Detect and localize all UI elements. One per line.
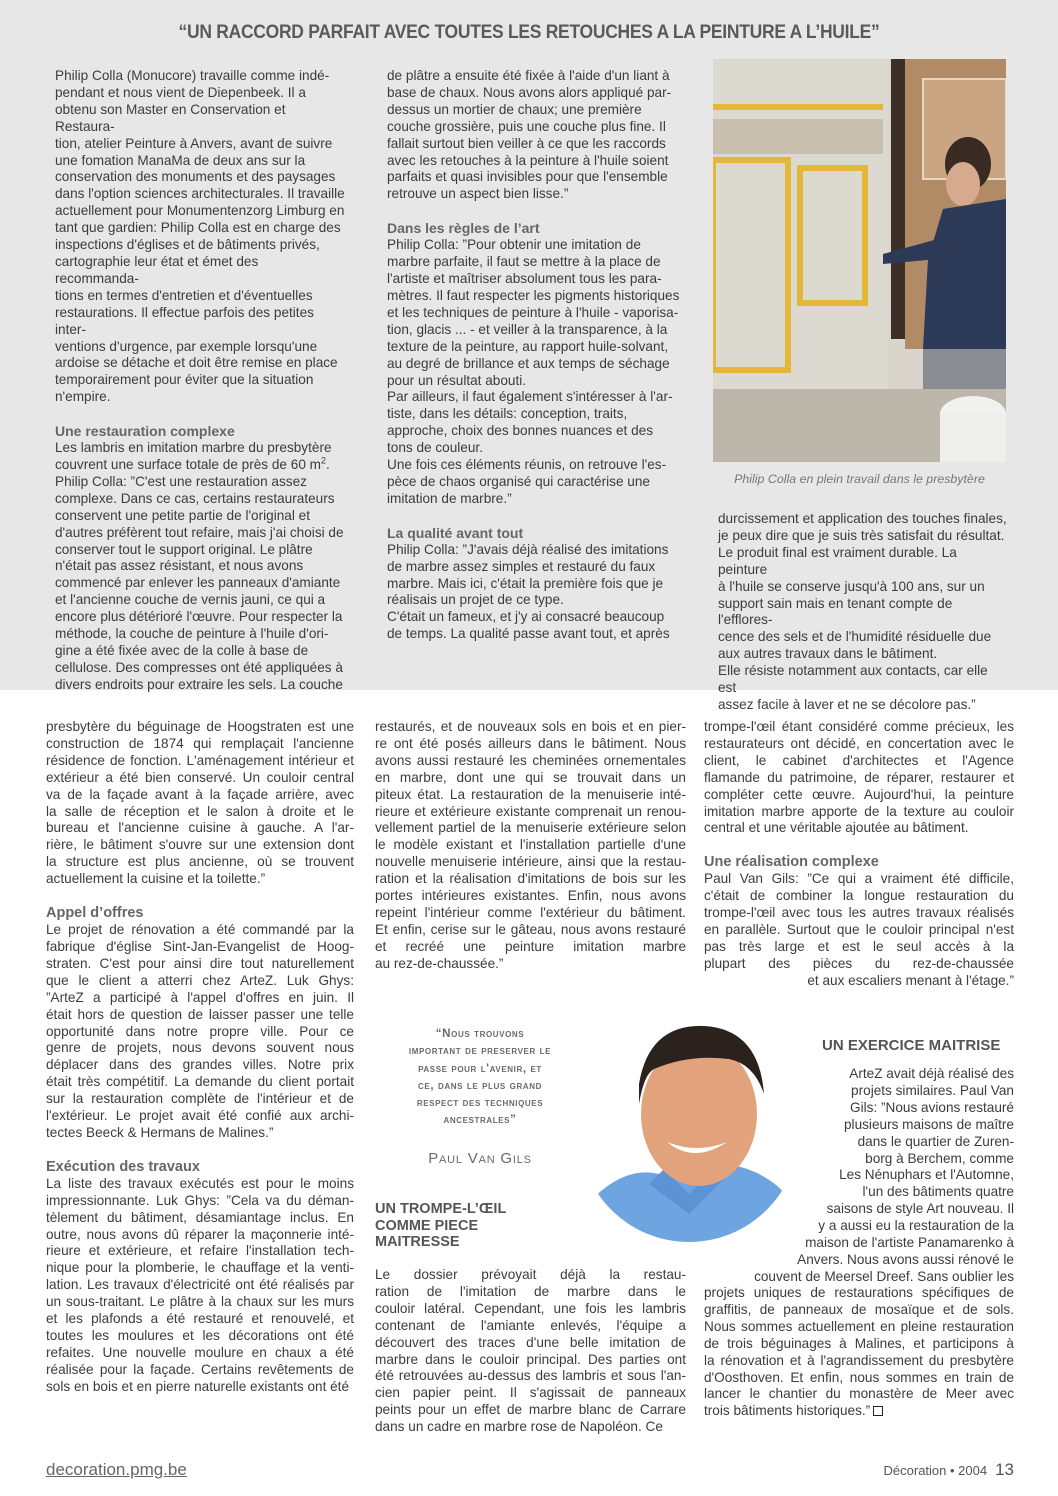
text-line: peints pour un effet de marbre blanc de Carrare bbox=[375, 1402, 686, 1418]
presbytere-paragraph bbox=[46, 719, 354, 888]
text-line: au rez-de-chaussée.” bbox=[375, 955, 504, 971]
text-line: straten. C'est pour ainsi dire tout naturellement bbox=[46, 955, 354, 971]
text-line: MAITRESSE bbox=[375, 1234, 460, 1250]
text-line: gine a été fixée avec de la colle à base de bbox=[55, 643, 309, 658]
text-line: Les lambris en imitation marbre du presbytère bbox=[55, 440, 332, 456]
text-line: actuellement la cuisine et la toilette.” bbox=[46, 871, 266, 887]
restaures-paragraph bbox=[375, 719, 686, 973]
footer-publication bbox=[884, 1460, 1014, 1480]
text-line: retrouve un aspect bien lisse.” bbox=[387, 186, 569, 202]
text-line: contenant de l'amiante enlevés, l'équipe a bbox=[375, 1317, 686, 1333]
text-line: pour un résultat abouti. bbox=[387, 372, 527, 388]
text-line: tant que gardien: Philip Colla est en charge des bbox=[55, 220, 341, 236]
intro-paragraph bbox=[55, 68, 345, 406]
text-line: tectes Beeck & Hermans de Malines.” bbox=[46, 1124, 274, 1140]
photo-philip-colla-working bbox=[713, 59, 1006, 462]
text-line: nouvelle menuiserie intérieure, ainsi que la restau- bbox=[375, 854, 686, 870]
restauration-paragraph bbox=[55, 474, 345, 694]
text-line: et les techniques de peinture à l'huile - vaporisa- bbox=[387, 304, 679, 320]
photo-illustration bbox=[713, 59, 1006, 462]
text-line: Et enfin, cerise sur le gâteau, nous avons restauré bbox=[375, 921, 686, 937]
text-line: au degré de brillance et aux temps de séchage bbox=[387, 355, 670, 371]
text-line: Une fois ces éléments réunis, on retrouve l'es- bbox=[387, 457, 667, 473]
bottom-column-2 bbox=[375, 719, 686, 973]
text-line: texture de la peinture, au rapport huile-solvant, bbox=[387, 338, 669, 354]
text-line: ancestrales” bbox=[443, 1113, 517, 1127]
text-line: dans le quartier de Zuren- bbox=[857, 1133, 1014, 1149]
appel-paragraph bbox=[46, 922, 354, 1142]
exercice-paragraph bbox=[704, 1066, 1014, 1286]
text-line: “Nous trouvons bbox=[435, 1027, 525, 1040]
text-line: ration de l'imitation de marbre dans le bbox=[375, 1283, 686, 1299]
text-line: à l'huile se conserve jusqu'à 100 ans, sur un bbox=[718, 578, 985, 594]
text-line: trois bâtiments historiques.” bbox=[704, 1403, 1014, 1420]
text-line: tiste, dans les détails: conception, traits, bbox=[387, 406, 628, 422]
text-line: et l'ancienne couche de vernis jauni, ce qui a bbox=[55, 592, 326, 608]
text-line: rieure et extérieure existante comprenait un renou- bbox=[375, 803, 686, 819]
regles-paragraph bbox=[387, 237, 685, 508]
text-line: d'Oosthoven. Et enfin, nous sommes en train de bbox=[704, 1369, 1014, 1385]
text-line: couloir latéral. Cependant, une fois les lambris bbox=[375, 1300, 686, 1316]
text-line: actuellement pour Monumentenzorg Limburg en bbox=[55, 203, 345, 219]
page-number: 13 bbox=[995, 1460, 1014, 1479]
text-line: cence des sels et de l'humidité résiduelle due bbox=[718, 629, 992, 645]
text-line: rière, le bâtiment s'ouvre sur une extension dont bbox=[46, 837, 354, 853]
text-line: Le produit final est vraiment durable. La peinture bbox=[718, 544, 957, 577]
text-line: l'artiste et maîtriser absolument tous les para- bbox=[387, 271, 662, 287]
text-line: respect des techniques bbox=[416, 1096, 544, 1110]
text-line: vellement partiel de la menuiserie extérieure selon bbox=[375, 820, 686, 836]
text-line: Les Nénuphars et l'Automne, bbox=[839, 1167, 1014, 1183]
text-line: genre de projets, nous devons souvent nous bbox=[46, 1040, 354, 1056]
text-line: marbre. Mais ici, c'était la première fois que je bbox=[387, 575, 664, 591]
text-line: pendant et nous vient de Diepenbeek. Il a bbox=[55, 84, 306, 100]
text-line: imitation de marbre.” bbox=[387, 490, 512, 506]
text-line: restaurés, et de nouveaux sols en bois et en pier- bbox=[375, 719, 686, 734]
text-line: était hors de question de laisser passer une telle bbox=[46, 1006, 354, 1022]
text-line: tion, atelier Peinture à Anvers, avant de suivre bbox=[55, 135, 333, 151]
text-line: l'un des bâtiments quatre bbox=[862, 1184, 1014, 1200]
text-line: tion, glacis ... - et veiller à la transparence, à la bbox=[387, 321, 668, 337]
text-line: marbre dans le couloir principal. Des parties ont bbox=[375, 1351, 686, 1367]
text-line: en marbre, dont une qui se trouvait dans un bbox=[375, 769, 686, 785]
text-line: fallait surtout bien veiller à ce que les raccords bbox=[387, 135, 666, 151]
text-line: Paul Van Gils: ”Ce qui a vraiment été difficile, bbox=[704, 871, 1014, 887]
text-line: une fomation ManaMa de deux ans sur la bbox=[55, 152, 306, 168]
text-line: Par ailleurs, il faut également s'intéresser à l'ar- bbox=[387, 389, 673, 405]
text-line: pèce de chaos organisé qui caractérise une bbox=[387, 473, 650, 489]
realisation-paragraph bbox=[704, 871, 1014, 989]
text-line: couvent de Meersel Dreef. Sans oublier les bbox=[754, 1268, 1014, 1284]
text-line: complexe. Dans ce cas, certains restaurateurs bbox=[55, 490, 335, 506]
text-line: fabrique d'église Sint-Jan-Evangelist de Hoog- bbox=[46, 938, 354, 954]
section-heading-regles-art: Dans les règles de l’art bbox=[387, 220, 540, 237]
text-line: un sous-traitant. Le plâtre à la chaux sur les murs bbox=[46, 1294, 354, 1310]
text-line: couche grossière, puis une couche plus fine. Il bbox=[387, 118, 666, 134]
text-line: était très compétitif. La demande du client portait bbox=[46, 1074, 354, 1090]
text-line: temporairement pour éviter que la situation bbox=[55, 372, 314, 388]
text-line: Philip Colla: ”C'est une restauration assez bbox=[55, 473, 307, 489]
text-line: lation. Les travaux d'électricité ont été réalisés par bbox=[46, 1277, 354, 1293]
text-line: le modèle existant et l'installation partielle d'une bbox=[375, 837, 686, 853]
text-line: Nous sommes actuellement en pleine restauration bbox=[704, 1318, 1014, 1334]
execution-paragraph bbox=[46, 1176, 354, 1396]
text-line: découvert des traces d'une belle imitation de bbox=[375, 1334, 686, 1350]
text-line: l'extérieur. Le projet avait été confié aux archi- bbox=[46, 1108, 354, 1124]
text-line: résidence de fonction. L'aménagement intérieur et bbox=[46, 752, 354, 768]
publication-name: Décoration • 2004 bbox=[883, 1463, 988, 1478]
text-line: restaurations. Il effectue parfois des petites inter- bbox=[55, 304, 314, 337]
text-line: parfaits et quasi invisibles pour que l'ensemble bbox=[387, 169, 668, 185]
text-line: conserver tout le support original. Le plâtre bbox=[55, 541, 313, 557]
text-line: Gils: ”Nous avions restauré bbox=[850, 1099, 1014, 1115]
article-headline: “UN RACCORD PARFAIT AVEC TOUTES LES RETOUCHES A LA PEINTURE A L’HUILE” bbox=[178, 22, 880, 43]
text-line: extérieur a été bien conservé. Un couloir central bbox=[46, 769, 354, 785]
text-line: pas très large et est le seul accès à la bbox=[704, 938, 1014, 954]
text-line: rieure et extérieure, et refaire l'installation tech- bbox=[46, 1243, 354, 1259]
bottom-column-1 bbox=[46, 719, 354, 1396]
text-line: graffitis, de panneaux de mosaïque et de sols. bbox=[704, 1301, 1014, 1317]
text-line: aux autres travaux dans le bâtiment. bbox=[718, 646, 938, 662]
pull-quote bbox=[375, 1025, 585, 1129]
text-line: ventions d'urgence, par exemple lorsqu'une bbox=[55, 338, 318, 354]
text-line: refaites. Une nouvelle moulure en chaux a été bbox=[46, 1344, 354, 1360]
durcissement-paragraph bbox=[718, 511, 1008, 714]
section-heading-exercice-maitrise: UN EXERCICE MAITRISE bbox=[822, 1037, 1001, 1054]
text-line: re ont été posés ailleurs dans le bâtiment. Nous bbox=[375, 735, 686, 751]
exercice-lines bbox=[704, 1066, 1014, 1286]
text-line: imitation marbre apporte de la texture au couloir bbox=[704, 803, 1014, 819]
text-line: cartographie leur état et émet des recommanda- bbox=[55, 253, 259, 286]
text-line: Elle résiste notamment aux contacts, car elle est bbox=[718, 663, 988, 696]
text-line: déplacer dans des grandes villes. Notre prix bbox=[46, 1057, 354, 1073]
text-line: inspections d'églises et de bâtiments privés, bbox=[55, 237, 320, 253]
text-line: n'était pas assez résistant, et nous avons bbox=[55, 558, 304, 574]
text-line: assez facile à laver et ne se décolore pas.” bbox=[718, 696, 976, 712]
text-line: de temps. La qualité passe avant tout, et après bbox=[387, 626, 670, 642]
section-heading-appel-offres: Appel d’offres bbox=[46, 905, 144, 922]
text-line: passe pour l'avenir, et bbox=[418, 1061, 542, 1075]
text-line: central et une véritable ajoutée au bâtiment. bbox=[704, 820, 969, 836]
text-line: saisons de style Art nouveau. Il bbox=[826, 1201, 1014, 1217]
text-line: cien papier peint. Il s'agissait de panneaux bbox=[375, 1385, 686, 1401]
text-line: été retrouvées au-dessus des lambris et sous l'an- bbox=[375, 1368, 686, 1384]
text-line: opportunité dans notre propre ville. Pour ce bbox=[46, 1023, 354, 1039]
text-line: marbre parfaite, il faut se mettre à la place de bbox=[387, 254, 661, 270]
text-line: dessus un mortier de chaux; une première bbox=[387, 101, 642, 117]
text-line: ”ArteZ a participé à l'appel d'offres en juin. Il bbox=[46, 989, 354, 1005]
text-line: important de preserver le bbox=[408, 1044, 552, 1058]
text-line: ce, dans le plus grand bbox=[418, 1078, 542, 1092]
text-line: dans l'option sciences architecturales. Il travaille bbox=[55, 186, 345, 202]
text-line: client, le cabinet d'architectes et l'Agence bbox=[704, 752, 1014, 768]
text-line: encore plus détérioré l'œuvre. Pour respecter la bbox=[55, 609, 343, 625]
text-line: plupart des pièces du rez-de-chaussée bbox=[704, 955, 1014, 971]
text-line: et aux escaliers menant à l'étage.” bbox=[807, 972, 1014, 988]
text-line: maison de l'artiste Panamarenko à bbox=[805, 1235, 1014, 1251]
text-line: mètres. Il faut respecter les pigments historiques bbox=[387, 287, 680, 303]
section-heading-restauration-complexe: Une restauration complexe bbox=[55, 423, 235, 440]
text-line: de trois béguinages à Malines, et participons à bbox=[704, 1335, 1014, 1351]
text-line: la rénovation et à l'agrandissement du presbytère bbox=[704, 1352, 1014, 1368]
text-line: plusieurs maisons de maître bbox=[844, 1116, 1014, 1132]
text-line: et les plafonds a été restauré et renouvelé, et bbox=[46, 1311, 354, 1327]
trompe-oeil-paragraph bbox=[375, 1267, 686, 1436]
text-line: couvrent une surface totale de près de 60 $m^2$. bbox=[55, 455, 330, 473]
text-line: en parallèle. Surtout que le couloir principal n'est bbox=[704, 922, 1014, 938]
continued-paragraph bbox=[387, 68, 685, 203]
text-line: conservation des monuments et des paysages bbox=[55, 169, 336, 185]
text-line: avons aussi restauré les cheminées ornementales bbox=[375, 752, 686, 768]
text-line: c'était de combiner la longue restauration du bbox=[704, 888, 1014, 904]
exercice-paragraph-end bbox=[704, 1285, 1014, 1420]
text-line: ardoise se détache et doit être remise en place bbox=[55, 355, 338, 371]
text-line: impressionnante. Luk Ghys: ”Cela va du déman- bbox=[46, 1192, 354, 1208]
text-line: bureau et l'ancienne cuisine à gauche. A l'ar- bbox=[46, 820, 354, 836]
text-line: outre, nous avons dû réparer la maçonnerie inté- bbox=[46, 1226, 354, 1242]
text-line: Le dossier prévoyait déjà la restau- bbox=[375, 1267, 686, 1282]
text-line: base de chaux. Nous avons alors appliqué par- bbox=[387, 84, 672, 100]
text-line: la structure est plus ancienne, où se trouvent bbox=[46, 854, 354, 870]
text-line: de marbre assez simples et restauré du faux bbox=[387, 558, 656, 574]
top-column-3 bbox=[718, 511, 1008, 714]
text-line: sur la restauration complète de l'intérieur et de bbox=[46, 1091, 354, 1107]
text-line: repeint l'intérieur comme l'extérieur du bâtiment. bbox=[375, 904, 686, 920]
text-line: La liste des travaux exécutés est pour le moins bbox=[46, 1175, 354, 1191]
text-line: borg à Berchem, comme bbox=[865, 1150, 1014, 1166]
pull-quote-lines bbox=[375, 1025, 585, 1129]
text-line: dans un cadre en marbre rose de Napoléon. Ce bbox=[375, 1419, 663, 1435]
text-line: tèlement du bâtiment, désamiantage inclus. En bbox=[46, 1209, 354, 1225]
text-line: méthode, la couche de peinture à l'huile d'ori- bbox=[55, 626, 329, 642]
section-heading-trompe-oeil bbox=[375, 1201, 575, 1251]
text-line: trompe-l'œil avec tous les autres travaux réalisés bbox=[704, 905, 1014, 921]
text-line: réalisée pour la façade. Certains revêtements de bbox=[46, 1361, 354, 1377]
text-line: projets uniques de restaurations spécifiques de bbox=[704, 1285, 1014, 1300]
exercice-end-lines bbox=[704, 1285, 1014, 1420]
text-line: la salle de réception et le salon à droite et le bbox=[46, 803, 354, 819]
text-line: nique pour la plomberie, le chauffage et la venti- bbox=[46, 1260, 354, 1276]
website-link[interactable]: decoration.pmg.be bbox=[46, 1460, 187, 1479]
text-line: flamande du patrimoine, de réparer, restaurer et bbox=[704, 769, 1014, 785]
text-line: Philip Colla: ”Pour obtenir une imitation de bbox=[387, 237, 641, 253]
photo-caption: Philip Colla en plein travail dans le presbytère bbox=[734, 472, 985, 486]
text-line: toutes les moulures et les décorations ont été bbox=[46, 1328, 354, 1343]
text-line: ration et la réalisation d'imitations de bois sur les bbox=[375, 871, 686, 887]
text-line: lancer le chantier du monastère de Meer avec bbox=[704, 1386, 1014, 1402]
text-line: portes intérieures existantes. Enfin, nous avons bbox=[375, 888, 686, 904]
text-line: réalisais un projet de ce type. bbox=[387, 592, 564, 608]
text-line: de plâtre a ensuite été fixée à l'aide d'un liant à bbox=[387, 68, 670, 83]
text-line: conservent une petite partie de l'original et bbox=[55, 507, 310, 523]
section-heading-execution: Exécution des travaux bbox=[46, 1158, 200, 1175]
bottom-column-3 bbox=[704, 719, 1014, 990]
text-line: Anvers. Nous avons aussi rénové le bbox=[797, 1251, 1014, 1267]
text-line: d'autres préfèrent tout refaire, mais j'ai choisi de bbox=[55, 524, 344, 540]
text-line: tions en termes d'entretien et d'éventuelles bbox=[55, 287, 313, 303]
text-line: compléter cette œuvre. Aujourd'hui, la peinture bbox=[704, 786, 1014, 802]
text-line: y a aussi eu la restauration de la bbox=[818, 1218, 1014, 1234]
text-line: durcissement et application des touches finales, bbox=[718, 511, 1007, 526]
text-line: presbytère du béguinage de Hoogstraten est une bbox=[46, 719, 354, 734]
text-line: C'était un fameux, et j'y ai consacré beaucoup bbox=[387, 609, 665, 625]
section-heading-realisation: Une réalisation complexe bbox=[704, 854, 879, 871]
text-line: Philip Colla: ”J'avais déjà réalisé des imitations bbox=[387, 541, 669, 557]
text-line: projets similaires. Paul Van bbox=[851, 1082, 1014, 1098]
end-of-article-square-icon bbox=[873, 1406, 883, 1416]
text-line: construction de 1874 qui remplaçait l'ancienne bbox=[46, 735, 354, 751]
text-line: n'empire. bbox=[55, 389, 111, 405]
qualite-paragraph bbox=[387, 542, 685, 643]
text-line: va de la façade avant à la façade arrière, avec bbox=[46, 786, 354, 802]
text-line: obtenu son Master en Conservation et Restaura- bbox=[55, 101, 286, 134]
pull-quote-author: Paul Van Gils bbox=[428, 1150, 532, 1167]
top-column-1 bbox=[55, 68, 345, 694]
text-line: trompe-l'œil étant considéré comme précieux, les bbox=[704, 719, 1014, 734]
text-line: tons de couleur. bbox=[387, 440, 483, 456]
text-line: Philip Colla (Monucore) travaille comme indé- bbox=[55, 68, 330, 83]
precieux-paragraph bbox=[704, 719, 1014, 837]
text-line: ArteZ avait déjà réalisé des bbox=[849, 1066, 1014, 1081]
text-line: cellulose. Des compresses ont été appliquées à bbox=[55, 659, 343, 675]
text-line: que le client a atterri chez ArteZ. Luk Ghys: bbox=[46, 972, 354, 988]
section-heading-qualite: La qualité avant tout bbox=[387, 524, 524, 541]
text-line: avec les retouches à la peinture à l'huile soient bbox=[387, 152, 669, 168]
text-line: Le projet de rénovation a été commandé par la bbox=[46, 922, 354, 938]
text-line: sols en bois et en pierre naturelle existants ont été bbox=[46, 1378, 350, 1394]
text-line: support sain mais en tenant compte de l'efflores- bbox=[718, 595, 953, 628]
text-line: restaurateurs ont décidé, en concertation avec le bbox=[704, 735, 1014, 751]
text-line: COMME PIECE bbox=[375, 1217, 479, 1234]
text-line: divers endroits pour extraire les sels. La couche bbox=[55, 676, 343, 692]
trompe-oeil-lines bbox=[375, 1267, 686, 1436]
text-line: piteux état. La restauration de la menuiserie inté- bbox=[375, 786, 686, 802]
top-column-2 bbox=[387, 68, 685, 643]
text-line: UN TROMPE-L’ŒIL bbox=[375, 1201, 507, 1217]
text-line: commencé par enlever les panneaux d'amiante bbox=[55, 575, 341, 591]
text-line: et recréé une peinture imitation marbre bbox=[375, 938, 686, 954]
text-line: je peux dire que je suis très satisfait du résultat. bbox=[718, 527, 1005, 543]
text-line: approche, choix des bonnes nuances et des bbox=[387, 423, 654, 439]
